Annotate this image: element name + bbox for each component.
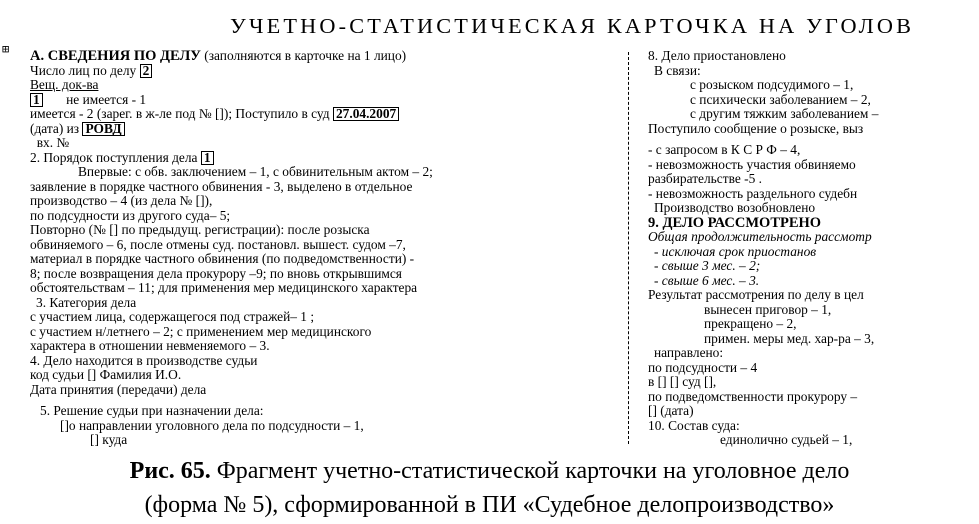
received-date-field[interactable]: 27.04.2007 (333, 107, 399, 121)
section-5-line: [] куда (90, 432, 128, 447)
section-8-line: - невозможность раздельного судебн (648, 185, 858, 201)
section-9-line: - свыше 3 мес. – 2; (654, 258, 761, 273)
section-9-line: Общая продолжительность рассмотр (648, 229, 872, 244)
section-9-line: прекращено – 2, (704, 316, 797, 331)
section-9-line: - исключая срок приостанов (654, 243, 817, 259)
section-5-line: []о направлении уголовного дела по подсудности – 1, (60, 417, 364, 433)
incoming-number-label: вх. № (36, 135, 70, 150)
section-2-line: Повторно (№ [] по предыдущ. регистрации): после розыска (30, 222, 370, 237)
section-8-line: - невозможность участия обвиняемо (648, 156, 856, 172)
section-4-line: код судьи [] Фамилия И.О. (30, 367, 182, 382)
section-8-line: Производство возобновлено (654, 200, 816, 215)
section-a-note: (заполняются в карточке на 1 лицо) (204, 49, 407, 63)
section-3-heading: 3. Категория дела (36, 294, 137, 310)
section-8-line: с психически заболеванием – 2, (690, 91, 871, 107)
section-2-heading: 2. Порядок поступления дела (30, 149, 198, 165)
section-8-heading: 8. Дело приостановлено (648, 49, 786, 63)
from-agency-field[interactable]: РОВД (82, 122, 124, 136)
figure-caption (0, 454, 979, 522)
section-5-heading: 5. Решение судьи при назначении дела: (40, 403, 264, 418)
section-9-line: в [] [] суд [], (648, 374, 717, 389)
section-9-line: по подсудности – 4 (648, 359, 758, 375)
section-3-line: с участием лица, содержащегося под стражей– 1 ; (30, 309, 315, 324)
persons-label: Число лиц по делу (30, 62, 137, 78)
section-9-heading: 9. ДЕЛО РАССМОТРЕНО (648, 214, 822, 231)
card-title: УЧЕТНО-СТАТИСТИЧЕСКАЯ КАРТОЧКА НА УГОЛОВ (230, 14, 915, 38)
section-9-line: - свыше 6 мес. – 3. (654, 272, 760, 288)
evidence-none-option: не имеется - 1 (66, 91, 147, 107)
section-9-line: примен. меры мед. хар-ра – 3, (704, 330, 875, 346)
section-2-line: обвиняемого – 6, после отмены суд. постановл. вышест. судом –7, (30, 236, 406, 252)
date-from-label: (дата) из (30, 120, 80, 136)
section-8-line: разбирательстве -5 . (648, 171, 762, 186)
section-2-line: материал в порядке частного обвинения (по подведомственности) - (30, 251, 415, 266)
expand-icon[interactable]: ⊞ (2, 42, 10, 56)
evidence-code-field[interactable]: 1 (30, 93, 43, 107)
section-4-line: Дата принятия (передачи) дела (30, 381, 207, 397)
evidence-label: Вещ. док-ва (30, 77, 99, 92)
section-8-line: В связи: (654, 62, 701, 78)
section-10-line: единолично судьей – 1, (720, 432, 853, 447)
evidence-have-option: имеется - 2 (зарег. в ж-ле под № []); Поступило в суд (30, 106, 330, 121)
caption-line-2: (форма № 5), сформированной в ПИ «Судебное делопроизводство» (144, 492, 835, 518)
section-10-heading: 10. Состав суда: (648, 417, 740, 433)
section-8-line: Поступило сообщение о розыске, выз (648, 120, 864, 136)
section-2-line: Впервые: с обв. заключением – 1, с обвинительным актом – 2; (78, 164, 433, 179)
section-9-line: по подведомственности прокурору – (648, 388, 858, 404)
section-9-line: [] (дата) (648, 403, 694, 418)
left-column (30, 49, 622, 447)
section-2-line: обстоятельствам – 11; для применения мер медицинского характера (30, 280, 418, 295)
caption-line-1: Фрагмент учетно-статистической карточки на уголовное дело (210, 458, 850, 484)
section-2-line: производство – 4 (из дела № []), (30, 193, 213, 208)
section-9-line: Результат рассмотрения по делу в цел (648, 287, 864, 302)
section-4-heading: 4. Дело находится в производстве судьи (30, 352, 258, 368)
section-3-line: характера в отношении невменяемого – 3. (30, 338, 270, 353)
section-a-heading: А. СВЕДЕНИЯ ПО ДЕЛУ (30, 49, 201, 64)
section-2-line: 8; после возвращения дела прокурору –9; по вновь открывшимся (30, 265, 402, 281)
figure-label: Рис. 65. (129, 458, 211, 484)
persons-value-field[interactable]: 2 (140, 64, 153, 78)
section-8-line: с розыском подсудимого – 1, (690, 77, 854, 92)
section-8-line: - с запросом в К С Р Ф – 4, (648, 142, 801, 157)
section-2-code-field[interactable]: 1 (201, 151, 214, 165)
section-9-line: направлено: (654, 345, 724, 360)
column-divider (628, 52, 629, 444)
section-9-line: вынесен приговор – 1, (704, 301, 832, 317)
section-8-line: с другим тяжким заболеванием – (690, 106, 879, 121)
section-2-line: по подсудности из другого суда– 5; (30, 207, 231, 223)
section-3-line: с участием н/летнего – 2; с применением мер медицинского (30, 323, 372, 339)
right-column (648, 49, 979, 447)
section-2-line: заявление в порядке частного обвинения - 3, выделено в отдельное (30, 178, 413, 194)
